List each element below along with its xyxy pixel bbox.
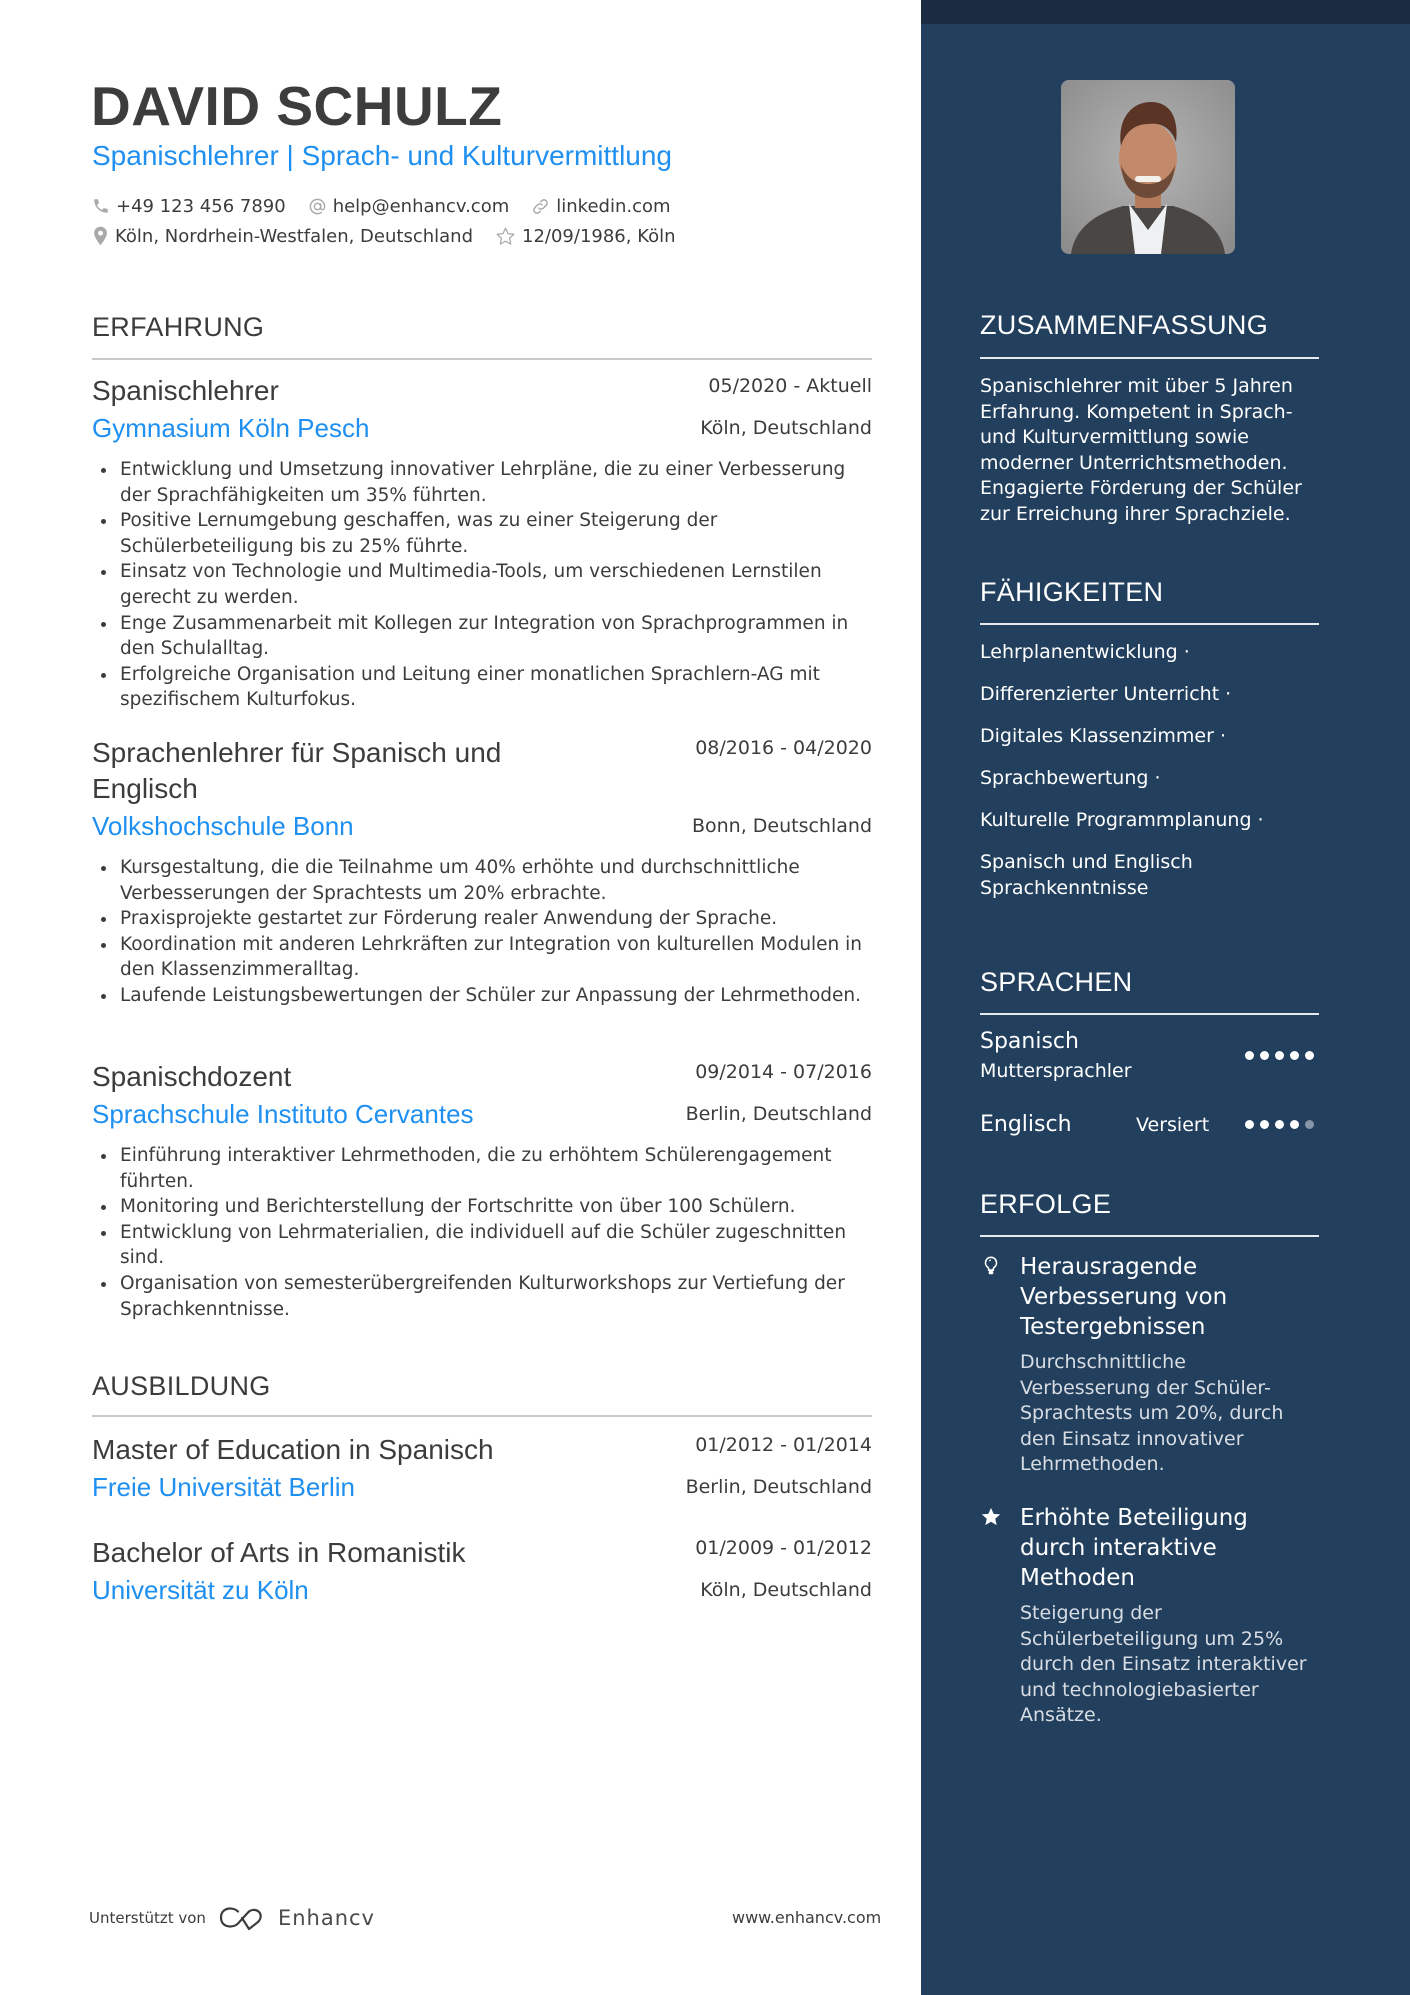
education-section-title: AUSBILDUNG — [92, 1371, 271, 1401]
lightbulb-icon — [980, 1255, 1002, 1277]
languages-divider — [980, 1013, 1319, 1015]
email-text: help@enhancv.com — [332, 195, 510, 217]
degree-title: Master of Education in Spanisch — [92, 1434, 494, 1465]
experience-entry — [92, 735, 872, 1009]
job-bullet: Einführung interaktiver Lehrmethoden, die zu erhöhtem Schülerengagement führten. — [92, 1143, 872, 1194]
job-dates: 09/2014 - 07/2016 — [695, 1061, 872, 1083]
job-org-row — [92, 413, 872, 451]
rating-dot-empty — [1305, 1120, 1314, 1129]
contact-row-1 — [92, 194, 693, 218]
job-bullet: Laufende Leistungsbewertungen der Schüler zur Anpassung der Lehrmethoden. — [92, 983, 872, 1009]
job-bullet: Koordination mit anderen Lehrkräften zur Integration von kulturellen Modulen in den Klassenzimmeralltag. — [92, 932, 872, 983]
contact-phone[interactable] — [92, 196, 286, 217]
job-location: Köln, Deutschland — [700, 417, 872, 439]
skill-label: Digitales Klassenzimmer — [980, 725, 1214, 747]
languages-section-title: SPRACHEN — [980, 967, 1133, 997]
job-bullet: Positive Lernumgebung geschaffen, was zu einer Steigerung der Schülerbeteiligung bis zu 25% führte. — [92, 508, 872, 559]
achievement-description: Steigerung der Schülerbeteiligung um 25% durch den Einsatz interaktiver und technologiebasierter Ansätze. — [1020, 1602, 1307, 1727]
rating-dot-filled — [1275, 1120, 1284, 1129]
candidate-name: DAVID SCHULZ — [91, 75, 503, 137]
experience-section-title: ERFAHRUNG — [92, 312, 265, 342]
summary-section-title: ZUSAMMENFASSUNG — [980, 310, 1269, 340]
contact-email[interactable] — [308, 196, 510, 217]
rating-dot-filled — [1275, 1051, 1284, 1060]
degree-dates: 01/2009 - 01/2012 — [695, 1537, 872, 1559]
skill-label: Lehrplanentwicklung — [980, 641, 1178, 663]
degree-school[interactable]: Universität zu Köln — [92, 1575, 309, 1605]
job-location: Berlin, Deutschland — [685, 1103, 872, 1125]
contact-linkedin[interactable] — [531, 196, 670, 217]
job-company[interactable]: Gymnasium Köln Pesch — [92, 413, 370, 443]
degree-school[interactable]: Freie Universität Berlin — [92, 1472, 355, 1502]
contact-row-2 — [92, 224, 698, 248]
summary-text: Spanischlehrer mit über 5 Jahren Erfahrung. Kompetent in Sprach- und Kulturvermittlung sowie moderner Unterrichtsmethoden. Engagierte Förderung der Schüler zur Erreichung ihrer Sprachziele. — [980, 375, 1302, 525]
experience-entry — [92, 1059, 872, 1322]
education-divider — [92, 1415, 872, 1417]
avatar-portrait-icon — [1061, 80, 1235, 254]
achievement-title: Erhöhte Beteiligung durch interaktive Methoden — [1020, 1505, 1248, 1591]
degree-location: Berlin, Deutschland — [685, 1476, 872, 1498]
job-bullet: Entwicklung und Umsetzung innovativer Lehrpläne, die zu einer Verbesserung der Sprachfähigkeiten um 35% führten. — [92, 457, 872, 508]
skill-item — [980, 850, 1220, 901]
rating-dot-filled — [1245, 1051, 1254, 1060]
rating-dot-filled — [1290, 1120, 1299, 1129]
job-company[interactable]: Volkshochschule Bonn — [92, 811, 354, 841]
contact-location — [92, 226, 473, 247]
skill-item — [980, 682, 1310, 708]
star-icon — [980, 1506, 1002, 1528]
sidebar-top-band — [921, 0, 1410, 24]
job-org-row — [92, 811, 872, 849]
education-entry — [92, 1432, 872, 1510]
rating-dot-filled — [1260, 1120, 1269, 1129]
location-text: Köln, Nordrhein-Westfalen, Deutschland — [115, 225, 473, 247]
skill-separator: · — [1225, 683, 1232, 705]
skill-item — [980, 766, 1310, 792]
degree-school-row — [92, 1472, 872, 1510]
powered-by-label: Unterstützt von — [89, 1909, 206, 1927]
job-title: Spanischlehrer — [92, 375, 279, 406]
job-bullets — [92, 1143, 872, 1322]
skill-item — [980, 808, 1310, 834]
linkedin-text: linkedin.com — [556, 195, 671, 217]
job-bullet: Enge Zusammenarbeit mit Kollegen zur Integration von Sprachprogrammen in den Schulalltag. — [92, 611, 872, 662]
job-title: Spanischdozent — [92, 1061, 292, 1092]
skill-label: Differenzierter Unterricht — [980, 683, 1220, 705]
job-location: Bonn, Deutschland — [691, 815, 872, 837]
skill-separator: · — [1183, 641, 1190, 663]
degree-location: Köln, Deutschland — [700, 1579, 872, 1601]
job-company[interactable]: Sprachschule Instituto Cervantes — [92, 1099, 474, 1129]
footer-powered-by[interactable] — [89, 1905, 375, 1931]
degree-dates: 01/2012 - 01/2014 — [695, 1434, 872, 1456]
skill-label: Spanisch und Englisch Sprachkenntnisse — [980, 851, 1193, 899]
skill-separator: · — [1154, 767, 1161, 789]
skill-separator: · — [1257, 809, 1264, 831]
job-bullet: Einsatz von Technologie und Multimedia-Tools, um verschiedenen Lernstilen gerecht zu werden. — [92, 559, 872, 610]
job-org-row — [92, 1099, 872, 1137]
language-level: Versiert — [1136, 1114, 1210, 1136]
rating-dot-filled — [1290, 1051, 1299, 1060]
skill-label: Kulturelle Programmplanung — [980, 809, 1252, 831]
enhancv-logo-icon — [218, 1905, 268, 1931]
summary-divider — [980, 357, 1319, 359]
star-outline-icon — [495, 226, 516, 247]
skill-item — [980, 724, 1310, 750]
job-bullet: Kursgestaltung, die die Teilnahme um 40% erhöhte und durchschnittliche Verbesserungen der Sprachtests um 20% erbrachte. — [92, 855, 872, 906]
job-bullet: Entwicklung von Lehrmaterialien, die individuell auf die Schüler zugeschnitten sind. — [92, 1220, 872, 1271]
job-bullet: Erfolgreiche Organisation und Leitung einer monatlichen Sprachlern-AG mit spezifischem Kulturfokus. — [92, 662, 872, 713]
phone-icon — [92, 197, 110, 215]
job-bullet: Monitoring und Berichterstellung der Fortschritte von über 100 Schülern. — [92, 1194, 872, 1220]
skill-separator: · — [1219, 725, 1226, 747]
job-bullets — [92, 457, 872, 713]
job-bullet: Praxisprojekte gestartet zur Förderung realer Anwendung der Sprache. — [92, 906, 872, 932]
skill-item — [980, 640, 1310, 666]
rating-dot-filled — [1245, 1120, 1254, 1129]
achievement-title: Herausragende Verbesserung von Testergebnissen — [1020, 1254, 1228, 1340]
skills-section-title: FÄHIGKEITEN — [980, 577, 1164, 607]
job-dates: 08/2016 - 04/2020 — [695, 737, 872, 759]
language-name: Englisch — [980, 1112, 1072, 1137]
language-level: Muttersprachler — [980, 1060, 1132, 1082]
rating-dot-filled — [1260, 1051, 1269, 1060]
at-icon — [308, 197, 327, 216]
degree-title: Bachelor of Arts in Romanistik — [92, 1537, 466, 1568]
skills-divider — [980, 623, 1319, 625]
candidate-subtitle: Spanischlehrer | Sprach- und Kulturvermittlung — [92, 140, 673, 171]
link-icon — [531, 197, 550, 216]
achievements-section-title: ERFOLGE — [980, 1189, 1112, 1219]
job-bullet: Organisation von semesterübergreifenden Kulturworkshops zur Vertiefung der Sprachkenntnisse. — [92, 1271, 872, 1322]
language-rating — [1245, 1051, 1320, 1060]
brand-name: Enhancv — [277, 1906, 375, 1930]
achievements-divider — [980, 1235, 1319, 1237]
degree-school-row — [92, 1575, 872, 1613]
language-name: Spanisch — [980, 1029, 1079, 1054]
experience-divider — [92, 358, 872, 360]
profile-photo — [1061, 80, 1235, 254]
birth-text: 12/09/1986, Köln — [522, 225, 676, 247]
skill-label: Sprachbewertung — [980, 767, 1149, 789]
job-title: Sprachenlehrer für Spanisch und Englisch — [92, 737, 502, 804]
education-entry — [92, 1535, 872, 1613]
location-icon — [92, 226, 109, 246]
rating-dot-filled — [1305, 1051, 1314, 1060]
contact-birth — [495, 226, 676, 247]
language-rating — [1245, 1120, 1320, 1129]
sidebar — [921, 0, 1410, 1995]
achievement-description: Durchschnittliche Verbesserung der Schüler-Sprachtests um 20%, durch den Einsatz innovativer Lehrmethoden. — [1020, 1351, 1284, 1476]
job-bullets — [92, 855, 872, 1009]
footer-website[interactable]: www.enhancv.com — [732, 1908, 882, 1927]
experience-entry — [92, 373, 872, 713]
job-dates: 05/2020 - Aktuell — [708, 375, 872, 397]
phone-text: +49 123 456 7890 — [116, 195, 286, 217]
